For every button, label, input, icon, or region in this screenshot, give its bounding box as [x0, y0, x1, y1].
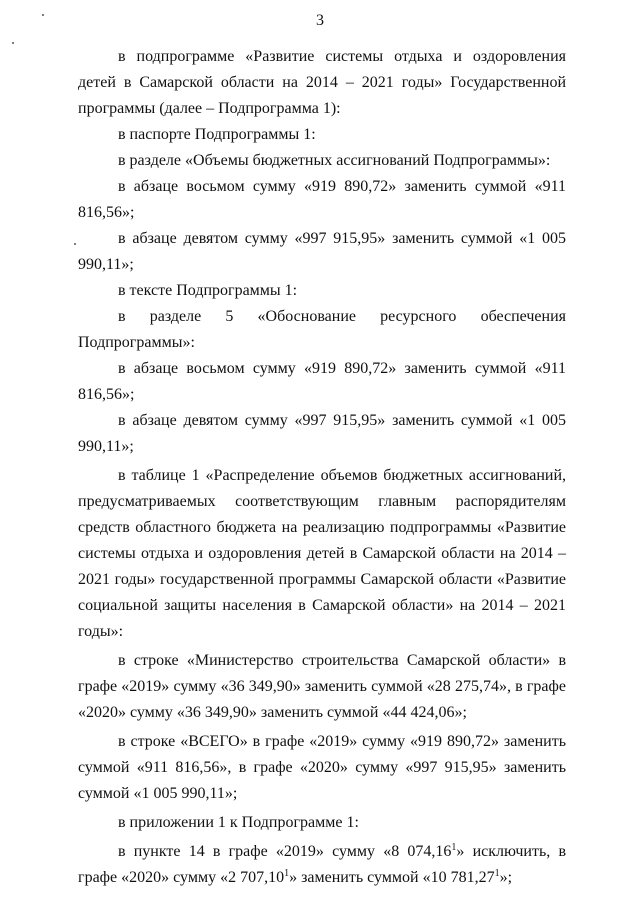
- footnote-mark: 1: [451, 842, 457, 853]
- paragraph: в абзаце восьмом сумму «919 890,72» заменить суммой «911 816,56»;: [78, 178, 566, 221]
- paragraph: в строке «Министерство строительства Самарской области» в графе «2019» сумму «36 349,90» заменить суммой «28 275,74», в графе «2020» сумму «36 349,90» заменить суммой «44 424,06»;: [78, 652, 566, 721]
- paragraph: в абзаце восьмом сумму «919 890,72» заменить суммой «911 816,56»;: [78, 360, 566, 403]
- document-body: [78, 44, 566, 891]
- paragraph: в паспорте Подпрограммы 1:: [118, 126, 316, 143]
- paragraph: в таблице 1 «Распределение объемов бюджетных ассигнований, предусматриваемых соответствующим главным распорядителям средств областного бюджета на реализацию подпрограммы «Развитие системы отдыха и оздоровления детей в Самарской области на 2014 – 2021 годы» государственной программы Самарской области «Развитие социальной защиты населения в Самарской области» на 2014 – 2021 годы»:: [78, 467, 566, 640]
- scan-speck: [74, 243, 76, 245]
- paragraph: в разделе 5 «Обоснование ресурсного обеспечения Подпрограммы»:: [78, 308, 566, 351]
- scan-speck: [42, 14, 44, 16]
- paragraph: в приложении 1 к Подпрограмме 1:: [118, 814, 359, 831]
- scan-speck: [12, 42, 14, 44]
- paragraph-text: в пункте 14 в графе «2019» сумму «8 074,16: [118, 843, 452, 860]
- footnote-mark: 1: [284, 868, 290, 879]
- paragraph-text: » заменить суммой «10 781,27: [289, 869, 495, 886]
- paragraph: в подпрограмме «Развитие системы отдыха и оздоровления детей в Самарской области на 2014 – 2021 годы» Государственной программы (далее – Подпрограмма 1):: [78, 48, 566, 117]
- paragraph: в строке «ВСЕГО» в графе «2019» сумму «919 890,72» заменить суммой «911 816,56», в графе «2020» сумму «997 915,95» заменить суммой «1 005 990,11»;: [78, 733, 566, 802]
- paragraph: в абзаце девятом сумму «997 915,95» заменить суммой «1 005 990,11»;: [78, 412, 566, 455]
- paragraph-text: »;: [499, 869, 513, 886]
- paragraph: в разделе «Объемы бюджетных ассигнований Подпрограммы»:: [118, 152, 551, 169]
- paragraph-text: » исключить, в графе «2020» сумму «2 707,10: [78, 843, 567, 886]
- page-number: 3: [316, 12, 324, 29]
- footnote-mark: 1: [494, 868, 500, 879]
- paragraph: в абзаце девятом сумму «997 915,95» заменить суммой «1 005 990,11»;: [78, 230, 566, 273]
- paragraph: в тексте Подпрограммы 1:: [118, 282, 298, 299]
- paragraph-with-footnotes: [78, 839, 566, 891]
